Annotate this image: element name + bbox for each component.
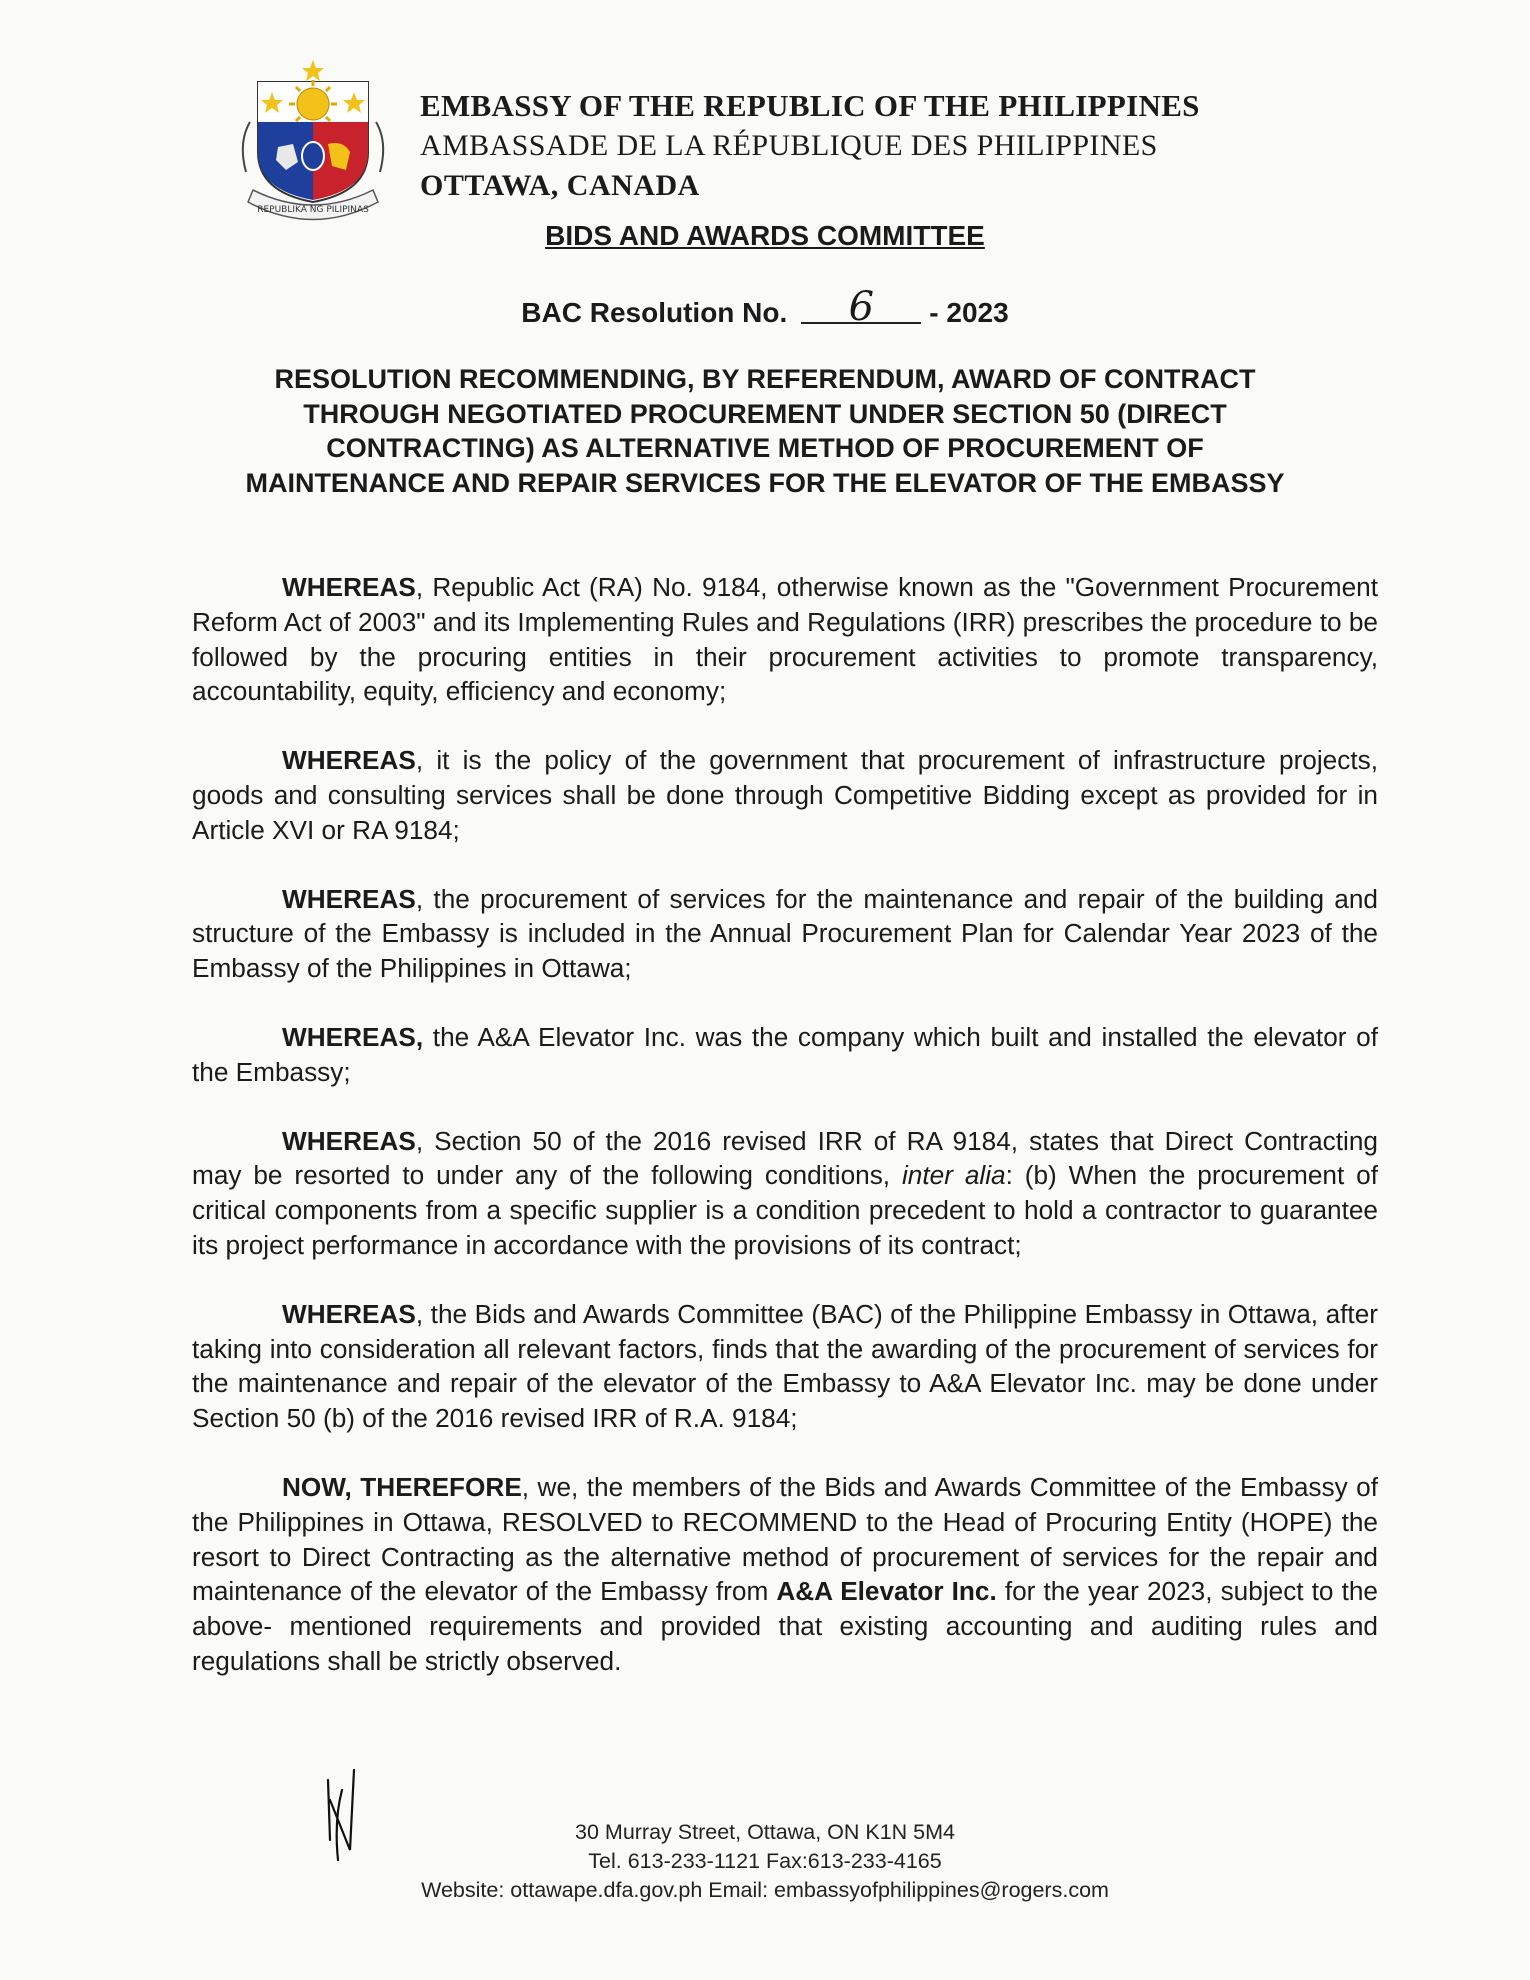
- contractor-name: A&A Elevator Inc.: [776, 1576, 997, 1607]
- paragraph-text: , the procurement of services for the maintenance and repair of the building and structure of the Embassy is included in the Annual Procurement Plan for Calendar Year 2023 of the Embassy of the Philippines in Ottawa;: [192, 883, 1378, 984]
- paragraph-lead: WHEREAS: [282, 1298, 416, 1329]
- whereas-paragraph: [192, 743, 1378, 847]
- paragraph-italic: inter alia: [901, 1160, 1006, 1191]
- title-line: MAINTENANCE AND REPAIR SERVICES FOR THE ELEVATOR OF THE EMBASSY: [245, 467, 1285, 498]
- paragraph-text: for the year 2023, subject to the above- mentioned requirements and provided that existing accounting and auditing rules and regulations shall be strictly observed.: [192, 1576, 1378, 1676]
- philippine-seal-icon: [228, 52, 398, 230]
- letterhead-embassy-fr: AMBASSADE DE LA RÉPUBLIQUE DES PHILIPPINES: [420, 129, 1158, 162]
- paragraph-text: the A&A Elevator Inc. was the company which built and installed the elevator of the Embassy;: [192, 1021, 1378, 1087]
- svg-text:REPUBLIKA NG PILIPINAS: REPUBLIKA NG PILIPINAS: [257, 205, 369, 215]
- footer-web: Website: ottawape.dfa.gov.ph Email: embassyofphilippines@rogers.com: [421, 1878, 1109, 1902]
- footer-phone: Tel. 613-233-1121 Fax:613-233-4165: [588, 1849, 942, 1873]
- paragraph-lead: WHEREAS: [282, 745, 416, 776]
- title-line: CONTRACTING) AS ALTERNATIVE METHOD OF PROCUREMENT OF: [326, 433, 1204, 463]
- resolution-year: - 2023: [929, 297, 1009, 328]
- title-line: THROUGH NEGOTIATED PROCUREMENT UNDER SECTION 50 (DIRECT: [303, 398, 1227, 429]
- paragraph-text: , Republic Act (RA) No. 9184, otherwise known as the "Government Procurement Reform Act of 2003" and its Implementing Rules and Regulations (IRR) prescribes the procedure to be followed by the procuring entities in their procurement activities to promote transparency, accountability, equity, efficiency and economy;: [192, 572, 1378, 707]
- paragraph-text: , we, the members of the Bids and Awards Committee of the Embassy of the Philippines in Ottawa, RESOLVED to RECOMMEND to the Head of Procuring Entity (HOPE) the resort to Direct Contracting as the alternative method of procurement of services for the repair and maintenance of the elevator of the Embassy from: [192, 1471, 1379, 1607]
- resolution-number-line: [0, 284, 1530, 330]
- whereas-paragraph: [192, 1297, 1378, 1436]
- letterhead: [420, 86, 1200, 206]
- paragraph-lead: WHEREAS: [282, 572, 416, 602]
- letterhead-city: OTTAWA, CANADA: [420, 169, 700, 202]
- paragraph-lead: WHEREAS: [282, 1125, 416, 1156]
- paragraph-text: , it is the policy of the government that procurement of infrastructure projects, goods and consulting services shall be done through Competitive Bidding except as provided for in Article XVI or RA 9184;: [192, 745, 1378, 845]
- paragraph-lead: WHEREAS: [282, 883, 416, 914]
- resolution-title: [160, 362, 1370, 500]
- committee-heading: BIDS AND AWARDS COMMITTEE: [545, 220, 985, 251]
- paragraph-lead: WHEREAS,: [282, 1021, 424, 1052]
- paragraph-text: , the Bids and Awards Committee (BAC) of the Philippine Embassy in Ottawa, after taking into consideration all relevant factors, finds that the awarding of the procurement of services for the maintenance and repair of the elevator of the Embassy to A&A Elevator Inc. may be done under Section 50 (b) of the 2016 revised IRR of R.A. 9184;: [192, 1298, 1378, 1434]
- footer-address: 30 Murray Street, Ottawa, ON K1N 5M4: [575, 1820, 955, 1844]
- title-line: RESOLUTION RECOMMENDING, BY REFERENDUM, AWARD OF CONTRACT: [274, 364, 1256, 394]
- whereas-paragraph: [192, 1020, 1378, 1090]
- paragraph-lead: NOW, THEREFORE: [282, 1471, 522, 1502]
- letterhead-embassy-en: EMBASSY OF THE REPUBLIC OF THE PHILIPPINES: [420, 88, 1200, 123]
- paragraph-text: : (b) When the procurement of critical components from a specific supplier is a condition precedent to hold a contractor to guarantee its project performance in accordance with the provisions of its contract;: [192, 1160, 1379, 1260]
- whereas-paragraph: [192, 882, 1378, 986]
- resolved-paragraph: [192, 1470, 1378, 1679]
- resolution-prefix: BAC Resolution No.: [521, 297, 788, 328]
- footer-contact: [0, 1818, 1530, 1905]
- whereas-paragraph: [192, 570, 1378, 709]
- resolution-body: [192, 570, 1378, 1713]
- resolution-number-handwritten: 6: [801, 292, 921, 324]
- whereas-paragraph: [192, 1124, 1378, 1263]
- paragraph-text: , Section 50 of the 2016 revised IRR of RA 9184, states that Direct Contracting may be resorted to under any of the following conditions,: [192, 1125, 1378, 1191]
